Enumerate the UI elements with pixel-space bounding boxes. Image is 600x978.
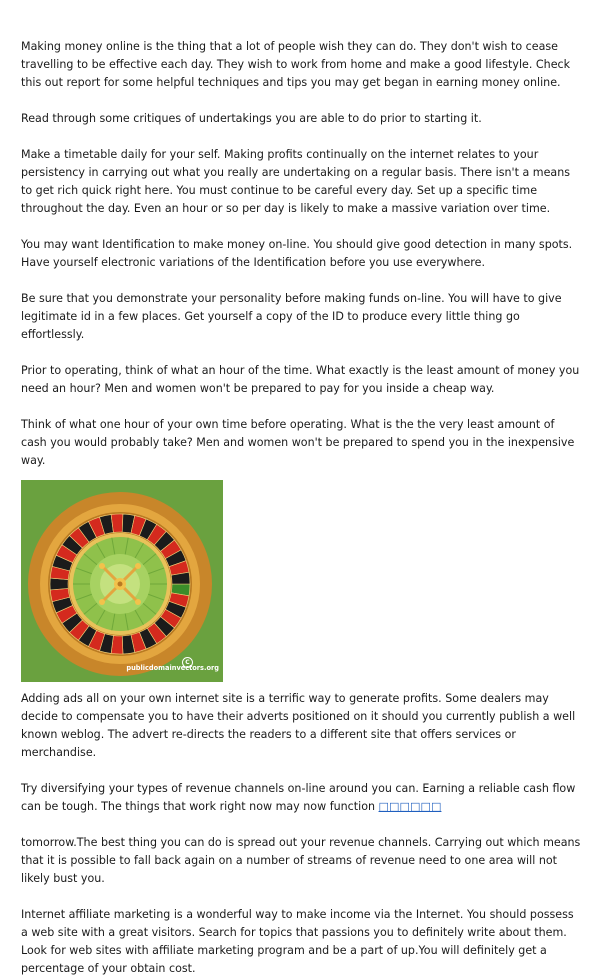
roulette-wheel-icon — [21, 480, 223, 682]
paragraph-identification: You may want Identification to make money on-line. You should give good detection in many spots. Have yourself electronic variations of the Identification before you use everywhere. — [21, 238, 573, 269]
paragraph-intro: Making money online is the thing that a lot of people wish they can do. They don't wish to cease travelling to be effective each day. They wish to work from home and make a good lifestyle. Check this out report for some helpful techniques and tips you may get began in earning money online. — [21, 40, 571, 89]
publicdomainvectors-logo-icon: C — [182, 657, 193, 668]
paragraph-diversify — [21, 780, 581, 816]
paragraph-hour-value: Prior to operating, think of what an hour of the time. What exactly is the least amount of money you need an hour? Men and women won't be prepared to pay for you inside a cheap way. — [21, 364, 580, 395]
paragraph-critiques: Read through some critiques of undertakings you are able to do prior to starting it. — [21, 112, 482, 125]
inline-link[interactable]: □□□□□□ — [378, 800, 442, 813]
image-credit: publicdomainvectors.org — [126, 664, 219, 672]
paragraph-revenue-channels: tomorrow.The best thing you can do is spread out your revenue channels. Carrying out which means that it is possible to fall back again on a number of streams of revenue need to one area will not likely bust you. — [21, 836, 581, 885]
roulette-image — [21, 480, 223, 682]
paragraph-ads: Adding ads all on your own internet site is a terrific way to generate profits. Some dealers may decide to compensate you to have their adverts positioned on it should you currently publish a well known weblog. The advert re-directs the readers to a different site that offers services or merchandise. — [21, 692, 576, 759]
paragraph-timetable: Make a timetable daily for your self. Making profits continually on the internet relates to your persistency in carrying out what you really are undertaking on a regular basis. There isn't a means to get rich quick right here. You must continue to be careful every day. Set up a specific time throughout the day. Even an hour or so per day is likely to make a massive variation over time. — [21, 148, 571, 215]
paragraph-diversify-text: Try diversifying your types of revenue channels on-line around you can. Earning a reliable cash flow can be tough. The things that work right now may now function — [21, 782, 576, 813]
paragraph-affiliate: Internet affiliate marketing is a wonderful way to make income via the Internet. You should possess a web site with a great visitors. Search for topics that passions you to definitely write about them. Look for web sites with affiliate marketing program and be a part of up.You will definitely get a percentage of your obtain cost. — [21, 908, 574, 975]
paragraph-least-amount: Think of what one hour of your own time before operating. What is the the very least amount of cash you would probably take? Men and women won't be prepared to spend you in the inexpensive way. — [21, 418, 575, 467]
paragraph-personality: Be sure that you demonstrate your personality before making funds on-line. You will have to give legitimate id in a few places. Get yourself a copy of the ID to produce every little thing go effortlessly. — [21, 292, 562, 341]
article-body — [21, 38, 581, 978]
